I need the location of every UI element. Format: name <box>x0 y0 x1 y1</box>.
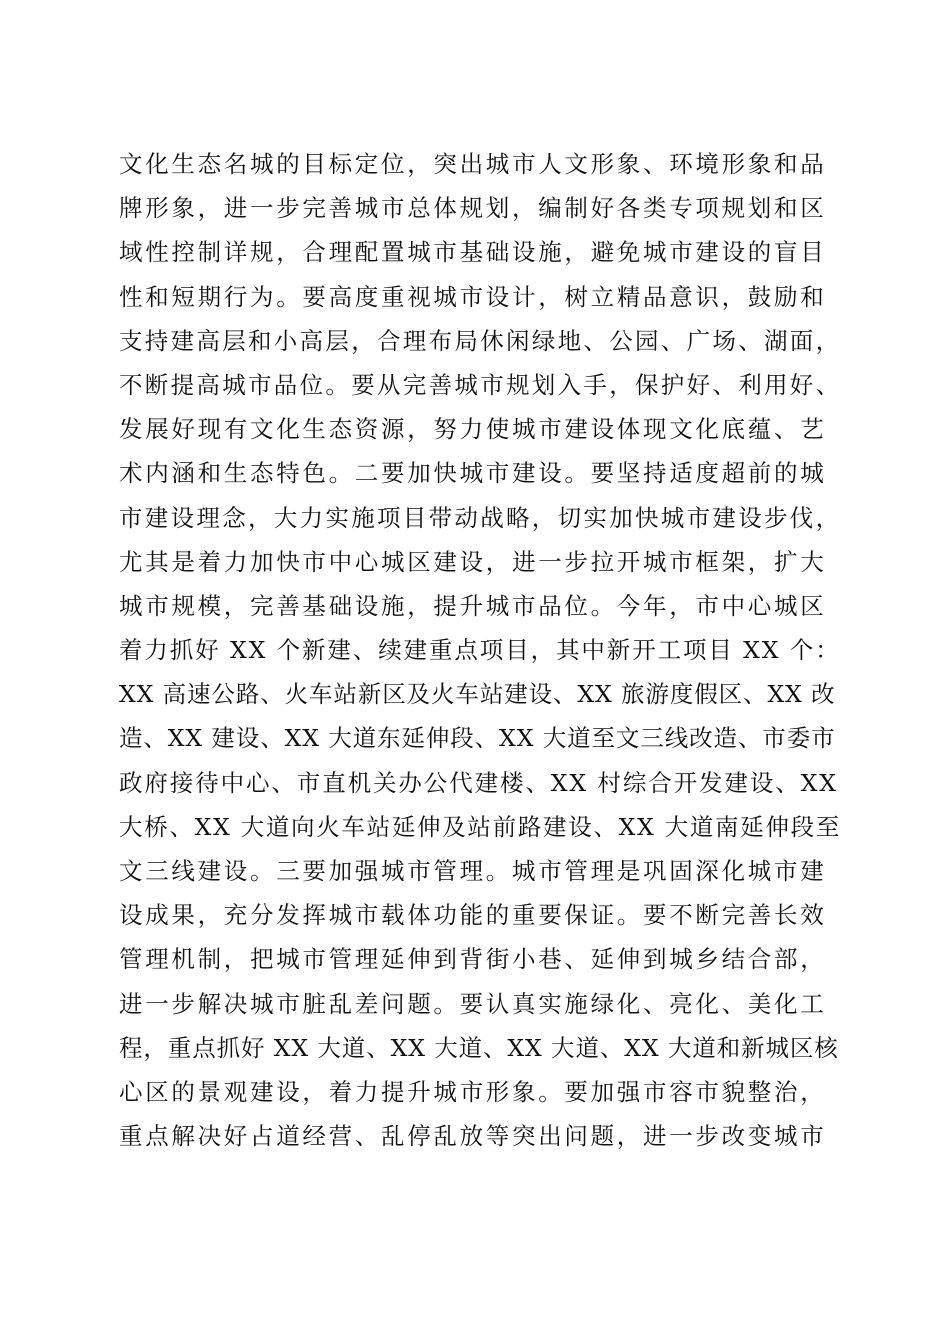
text-line: 程，重点抓好 XX 大道、XX 大道、XX 大道、XX 大道和新城区核 <box>119 1033 839 1062</box>
text-line: 大桥、XX 大道向火车站延伸及站前路建设、XX 大道南延伸段至 <box>119 812 842 841</box>
text-line: 心区的景观建设，着力提升城市形象。要加强市容市貌整治， <box>119 1077 827 1106</box>
text-line: 城市规模，完善基础设施，提升城市品位。今年，市中心城区 <box>119 591 827 620</box>
text-line: 政府接待中心、市直机关办公代建楼、XX 村综合开发建设、XX <box>119 768 838 797</box>
text-line: 牌形象，进一步完善城市总体规划，编制好各类专项规划和区 <box>119 194 827 223</box>
text-line: 不断提高城市品位。要从完善城市规划入手，保护好、利用好、 <box>119 370 842 399</box>
text-line: 管理机制，把城市管理延伸到背街小巷、延伸到城乡结合部， <box>119 945 827 974</box>
text-line: 市建设理念，大力实施项目带动战略，切实加快城市建设步伐， <box>119 503 842 532</box>
text-line: 域性控制详规，合理配置城市基础设施，避免城市建设的盲目 <box>119 238 827 267</box>
text-line: 着力抓好 XX 个新建、续建重点项目，其中新开工项目 XX 个： <box>119 636 841 665</box>
text-line: XX 高速公路、火车站新区及火车站建设、XX 旅游度假区、XX 改 <box>119 680 836 709</box>
text-line: 重点解决好占道经营、乱停乱放等突出问题，进一步改变城市 <box>119 1122 827 1151</box>
body-text <box>119 142 842 1158</box>
text-line: 支持建高层和小高层，合理布局休闲绿地、公园、广场、湖面， <box>119 326 842 355</box>
text-line: 术内涵和生态特色。二要加快城市建设。要坚持适度超前的城 <box>119 459 827 488</box>
text-line: 文三线建设。三要加强城市管理。城市管理是巩固深化城市建 <box>119 857 827 885</box>
text-line: 进一步解决城市脏乱差问题。要认真实施绿化、亮化、美化工 <box>119 989 827 1018</box>
text-line: 尤其是着力加快市中心城区建设，进一步拉开城市框架，扩大 <box>119 547 827 576</box>
text-line: 性和短期行为。要高度重视城市设计，树立精品意识，鼓励和 <box>119 282 827 311</box>
text-line: 设成果，充分发挥城市载体功能的重要保证。要不断完善长效 <box>119 901 827 930</box>
text-line: 发展好现有文化生态资源，努力使城市建设体现文化底蕴、艺 <box>119 415 827 444</box>
text-line: 文化生态名城的目标定位，突出城市人文形象、环境形象和品 <box>119 150 827 178</box>
text-line: 造、XX 建设、XX 大道东延伸段、XX 大道至文三线改造、市委市 <box>119 724 836 753</box>
